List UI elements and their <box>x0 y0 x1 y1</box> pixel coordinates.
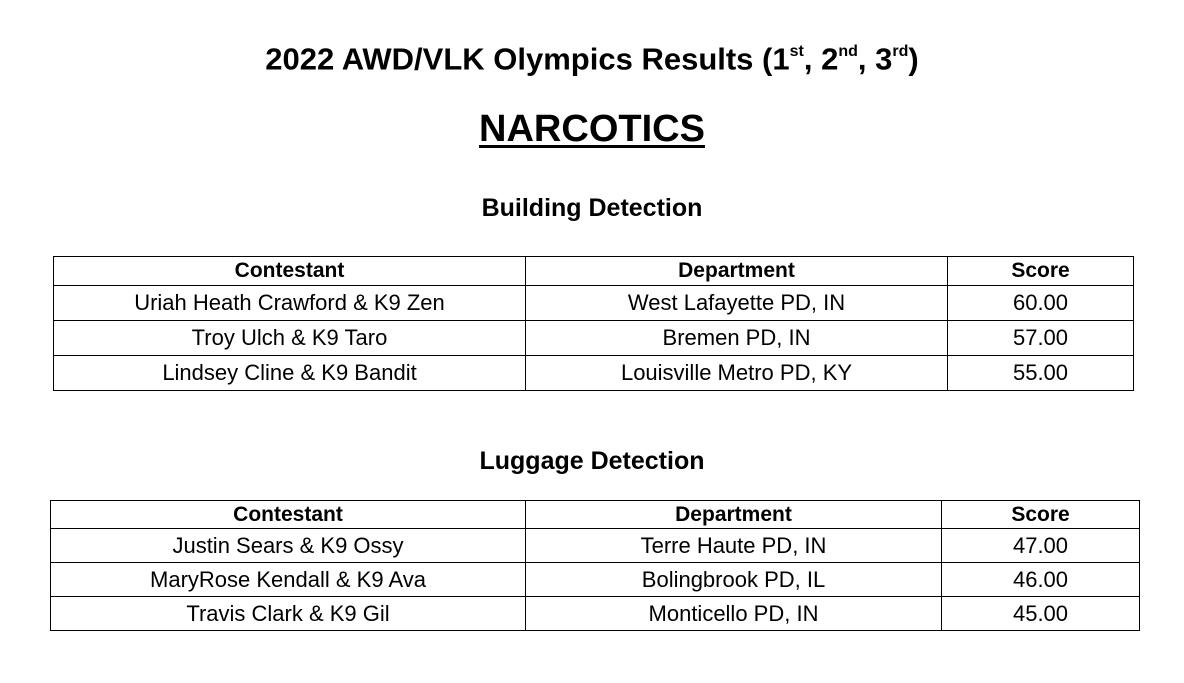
column-header-score: Score <box>948 257 1134 286</box>
score-cell: 57.00 <box>948 321 1134 356</box>
column-header-score: Score <box>942 501 1140 529</box>
department-cell: West Lafayette PD, IN <box>526 286 948 321</box>
contestant-cell: Troy Ulch & K9 Taro <box>54 321 526 356</box>
column-header-department: Department <box>526 257 948 286</box>
section-heading-luggage-detection: Luggage Detection <box>479 447 705 475</box>
department-cell: Terre Haute PD, IN <box>526 529 942 563</box>
document-title <box>0 34 1184 79</box>
title-second-number: 2 <box>821 41 839 77</box>
contestant-cell: Justin Sears & K9 Ossy <box>51 529 526 563</box>
department-cell: Monticello PD, IN <box>526 597 942 631</box>
contestant-cell: Travis Clark & K9 Gil <box>51 597 526 631</box>
contestant-cell: Uriah Heath Crawford & K9 Zen <box>54 286 526 321</box>
column-header-contestant: Contestant <box>51 501 526 529</box>
score-cell: 47.00 <box>942 529 1140 563</box>
score-cell: 60.00 <box>948 286 1134 321</box>
department-cell: Louisville Metro PD, KY <box>526 356 948 391</box>
table-row <box>54 356 1134 391</box>
section-heading-building-detection: Building Detection <box>481 194 703 222</box>
department-cell: Bolingbrook PD, IL <box>526 563 942 597</box>
score-cell: 46.00 <box>942 563 1140 597</box>
department-cell: Bremen PD, IN <box>526 321 948 356</box>
contestant-cell: Lindsey Cline & K9 Bandit <box>54 356 526 391</box>
contestant-cell: MaryRose Kendall & K9 Ava <box>51 563 526 597</box>
table-header-row <box>51 501 1140 529</box>
title-second-suffix: nd <box>838 43 858 60</box>
table-row <box>51 529 1140 563</box>
building-detection-table <box>53 256 1134 391</box>
title-close-paren: ) <box>908 41 919 77</box>
column-header-contestant: Contestant <box>54 257 526 286</box>
score-cell: 55.00 <box>948 356 1134 391</box>
table-header-row <box>54 257 1134 286</box>
title-first-number: 1 <box>772 41 790 77</box>
title-text: 2022 AWD/VLK Olympics Results ( <box>265 41 773 77</box>
table-row <box>54 286 1134 321</box>
title-separator: , <box>857 41 876 77</box>
title-third-number: 3 <box>875 41 893 77</box>
title-separator: , <box>803 41 822 77</box>
luggage-detection-table <box>50 500 1140 631</box>
title-first-suffix: st <box>789 43 804 60</box>
category-heading: NARCOTICS <box>479 108 705 150</box>
score-cell: 45.00 <box>942 597 1140 631</box>
column-header-department: Department <box>526 501 942 529</box>
title-third-suffix: rd <box>892 43 909 60</box>
table-row <box>51 563 1140 597</box>
table-row <box>54 321 1134 356</box>
table-row <box>51 597 1140 631</box>
